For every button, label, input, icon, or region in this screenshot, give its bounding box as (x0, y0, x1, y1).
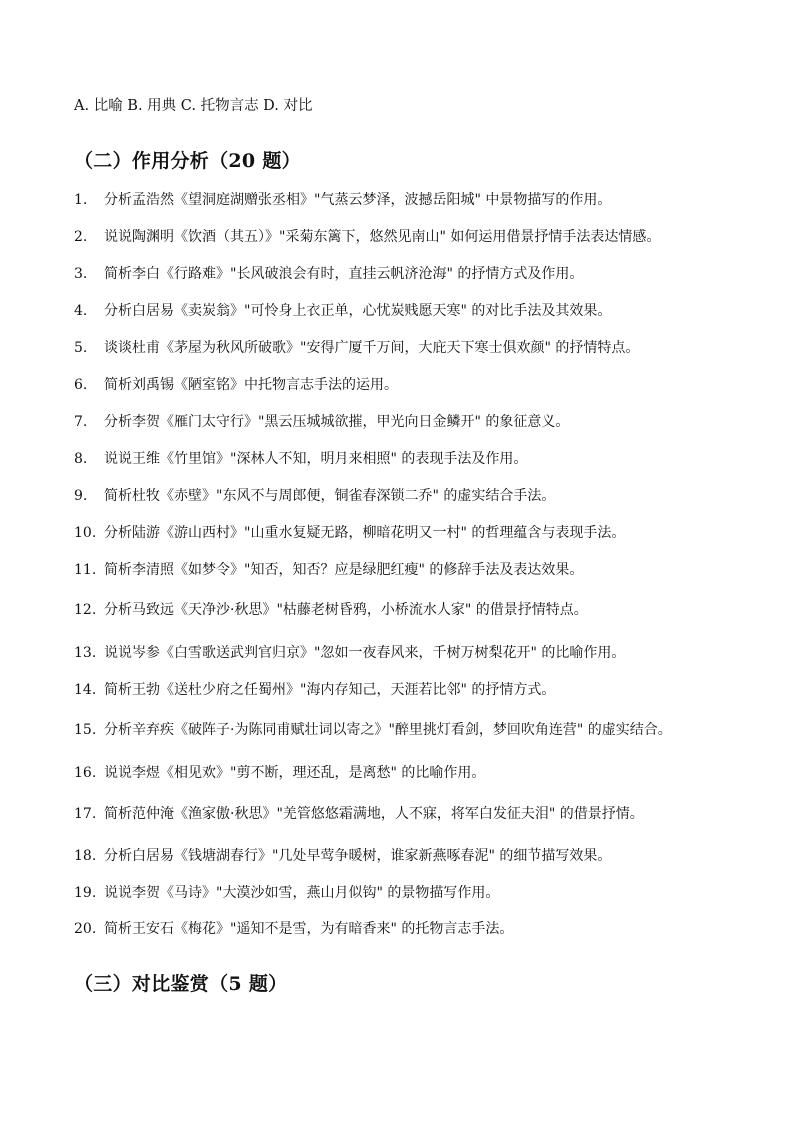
question-text: 简析王勃《送杜少府之任蜀州》"海内存知己，天涯若比邻" 的抒情方式。 (104, 682, 556, 698)
question-item (74, 264, 583, 284)
question-text: 简析李白《行路难》"长风破浪会有时，直挂云帆济沧海" 的抒情方式及作用。 (104, 266, 584, 282)
question-number: 11. (74, 562, 97, 578)
question-number: 14. (74, 682, 97, 698)
question-text: 简析范仲淹《渔家傲·秋思》"羌管悠悠霜满地，人不寐，将军白发征夫泪" 的借景抒情。 (104, 806, 644, 822)
question-item (74, 763, 485, 783)
question-item (74, 643, 625, 663)
answer-options-line: A. 比喻 B. 用典 C. 托物言志 D. 对比 (74, 98, 313, 114)
question-item (74, 338, 639, 358)
question-text: 分析白居易《钱塘湖春行》"几处早莺争暖树，谁家新燕啄春泥" 的细节描写效果。 (104, 848, 612, 864)
question-number: 5. (74, 340, 88, 356)
question-item (74, 680, 555, 700)
question-number: 7. (74, 414, 88, 430)
question-text: 谈谈杜甫《茅屋为秋风所破歌》"安得广厦千万间，大庇天下寒士俱欢颜" 的抒情特点。 (104, 340, 640, 356)
question-text: 说说陶渊明《饮酒（其五）》"采菊东篱下，悠然见南山" 如何运用借景抒情手法表达情感。 (104, 229, 661, 245)
question-item (74, 375, 398, 395)
question-text: 分析马致远《天净沙·秋思》"枯藤老树昏鸦，小桥流水人家" 的借景抒情特点。 (104, 602, 588, 618)
question-number: 2. (74, 229, 88, 245)
question-number: 4. (74, 303, 88, 319)
question-item (74, 449, 527, 469)
question-text: 简析李清照《如梦令》"知否，知否？应是绿肥红瘦" 的修辞手法及表达效果。 (104, 562, 584, 578)
question-number: 17. (74, 806, 97, 822)
question-number: 12. (74, 602, 97, 618)
question-item (74, 720, 672, 740)
question-number: 13. (74, 645, 97, 661)
question-number: 16. (74, 765, 97, 781)
question-number: 8. (74, 451, 88, 467)
question-text: 说说李贺《马诗》"大漠沙如雪，燕山月似钩" 的景物描写作用。 (104, 885, 500, 901)
question-text: 分析白居易《卖炭翁》"可怜身上衣正单，心忧炭贱愿天寒" 的对比手法及其效果。 (104, 303, 612, 319)
question-number: 10. (74, 525, 97, 541)
question-text: 说说岑参《白雪歌送武判官归京》"忽如一夜春风来，千树万树梨花开" 的比喻作用。 (104, 645, 626, 661)
question-number: 6. (74, 377, 88, 393)
section-heading-comparison: （三）对比鉴赏（5 题） (74, 973, 288, 995)
question-item (74, 227, 660, 247)
question-text: 分析李贺《雁门太守行》"黑云压城城欲摧，甲光向日金鳞开" 的象征意义。 (104, 414, 570, 430)
question-number: 3. (74, 266, 88, 282)
question-item (74, 412, 569, 432)
question-text: 简析王安石《梅花》"遥知不是雪，为有暗香来" 的托物言志手法。 (104, 921, 514, 937)
question-item (74, 846, 611, 866)
question-number: 20. (74, 921, 97, 937)
question-text: 分析孟浩然《望洞庭湖赠张丞相》"气蒸云梦泽，波撼岳阳城" 中景物描写的作用。 (104, 192, 612, 208)
question-text: 说说王维《竹里馆》"深林人不知，明月来相照" 的表现手法及作用。 (104, 451, 528, 467)
question-text: 说说李煜《相见欢》"剪不断，理还乱，是离愁" 的比喻作用。 (104, 765, 486, 781)
question-number: 19. (74, 885, 97, 901)
question-item (74, 883, 499, 903)
question-item (74, 523, 625, 543)
question-item (74, 600, 588, 620)
section-heading-effect-analysis: （二）作用分析（20 题） (74, 150, 301, 172)
question-number: 1. (74, 192, 88, 208)
question-text: 简析杜牧《赤壁》"东风不与周郎便，铜雀春深锁二乔" 的虚实结合手法。 (104, 488, 556, 504)
question-item (74, 804, 644, 824)
question-text: 分析辛弃疾《破阵子·为陈同甫赋壮词以寄之》"醉里挑灯看剑，梦回吹角连营" 的虚实结合。 (104, 722, 672, 738)
question-item (74, 919, 513, 939)
question-item (74, 301, 611, 321)
question-number: 15. (74, 722, 97, 738)
question-item (74, 190, 611, 210)
question-item (74, 560, 583, 580)
question-number: 18. (74, 848, 97, 864)
question-item (74, 486, 555, 506)
question-number: 9. (74, 488, 88, 504)
question-text: 简析刘禹锡《陋室铭》中托物言志手法的运用。 (104, 377, 398, 393)
question-text: 分析陆游《游山西村》"山重水复疑无路，柳暗花明又一村" 的哲理蕴含与表现手法。 (104, 525, 626, 541)
